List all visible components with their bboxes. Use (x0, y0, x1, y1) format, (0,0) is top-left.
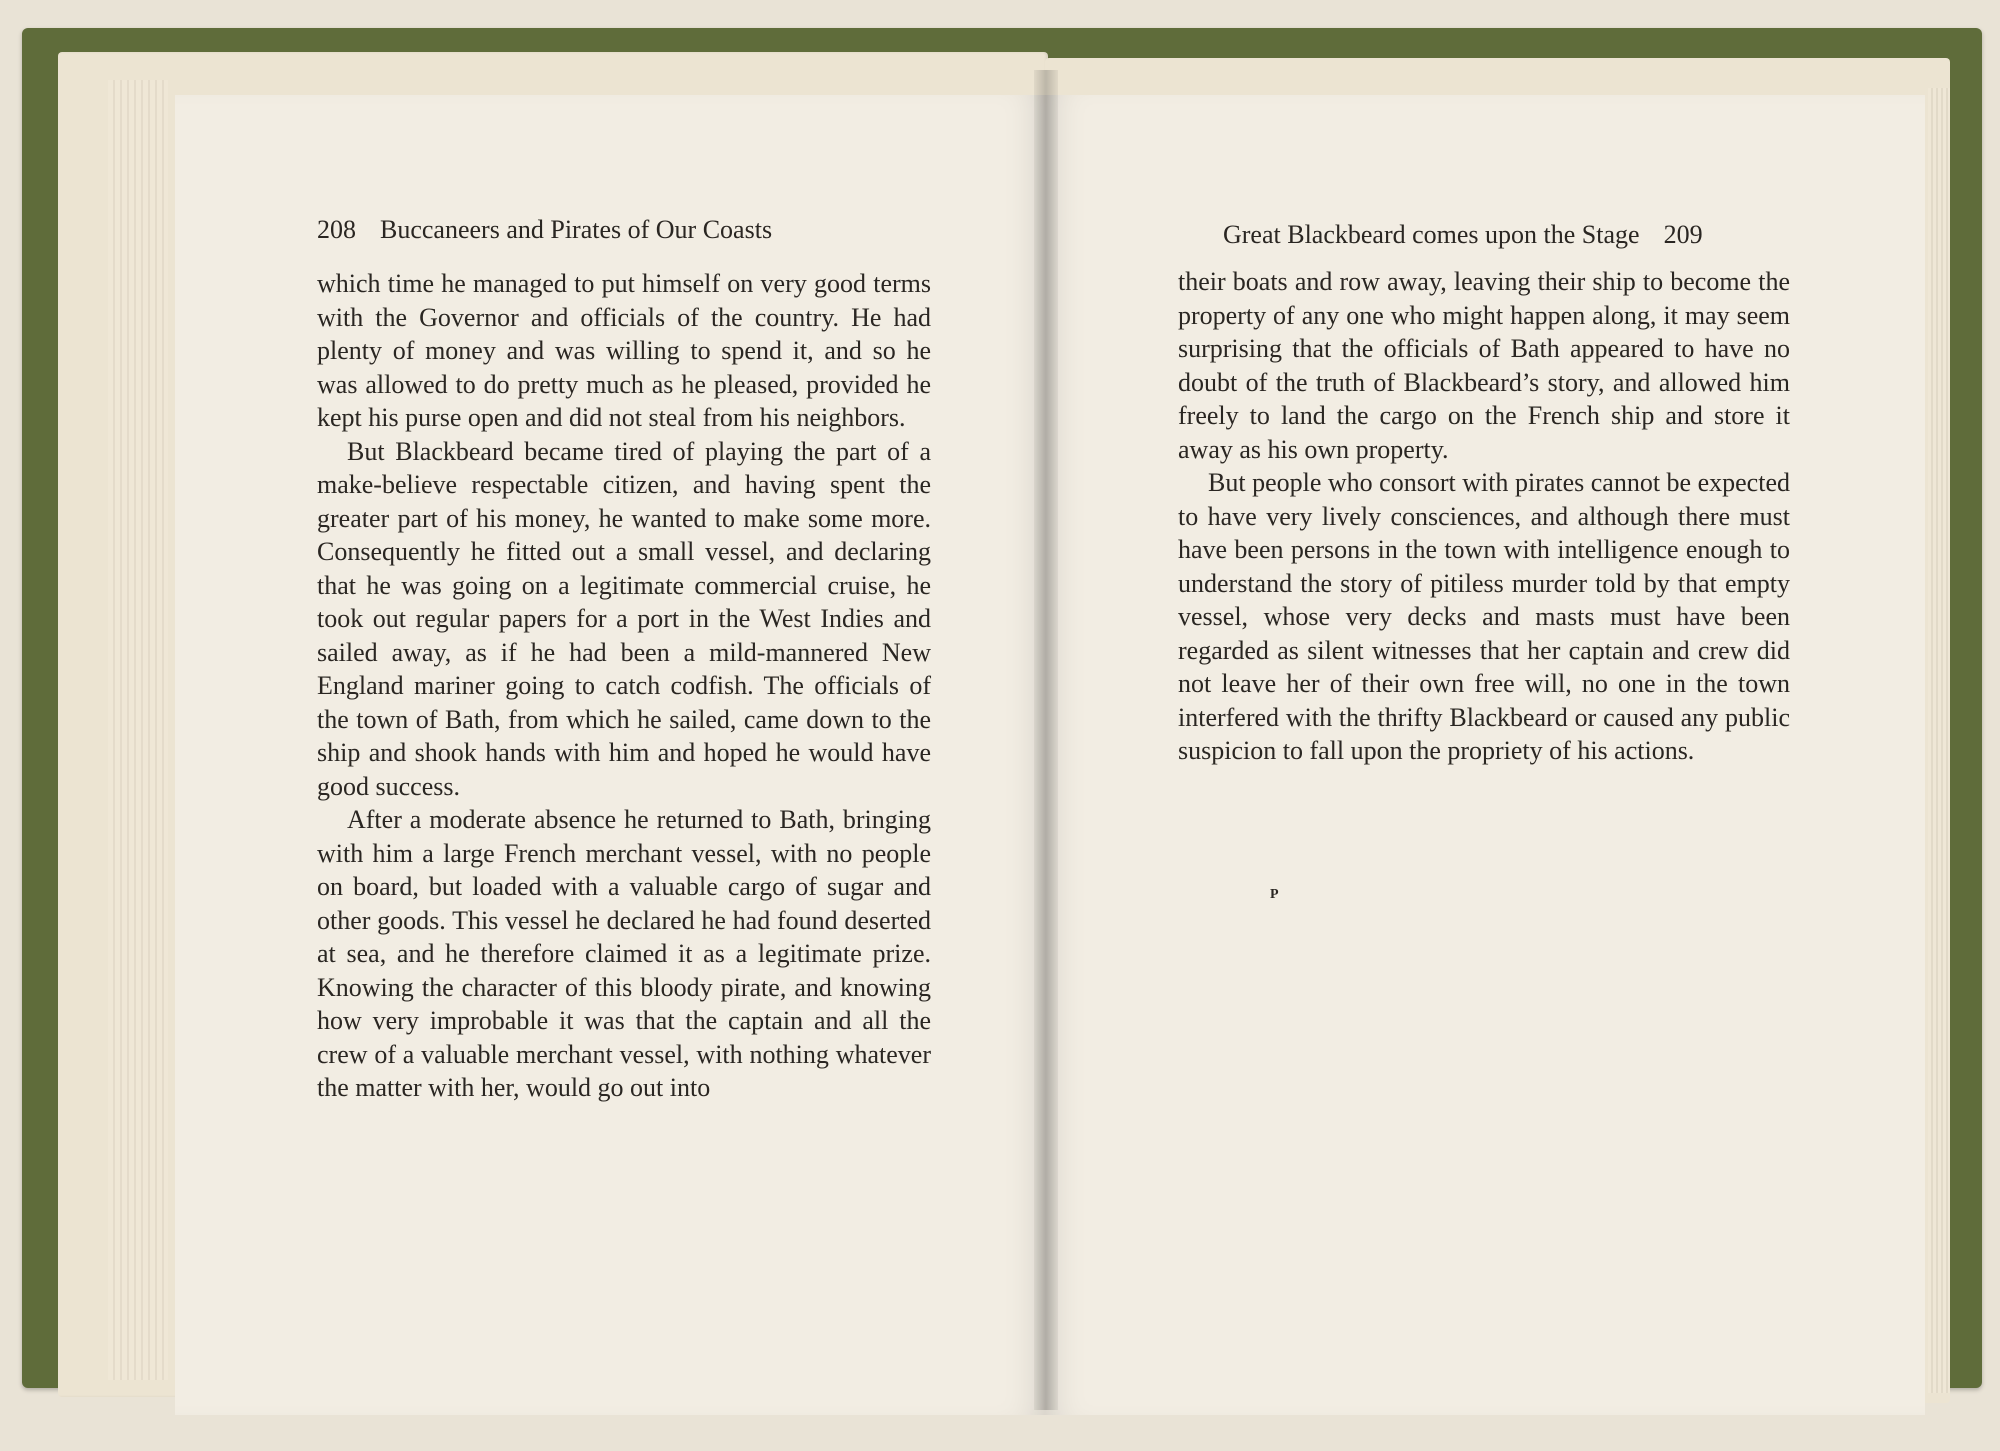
paragraph: their boats and row away, leaving their ship to become the property of any one who might happen along, it may seem surprising that the officials of Bath appeared to have no doubt of the truth of Blackbeard’s story, and allowed him freely to land the cargo on the French ship and store it away as his own property. (1178, 267, 1790, 464)
page-number: 209 (1663, 220, 1703, 249)
right-running-head (1223, 220, 1703, 250)
book-gutter (1034, 70, 1058, 1410)
paragraph: But people who consort with pirates cannot be expected to have very lively consciences, and although there must have been persons in the town with intelligence enough to understand the story of pitiless murder told by that empty vessel, whose very decks and masts must have been regarded as silent witnesses that her captain and crew did not leave her of their own free will, no one in the town interfered with the thrifty Blackbeard or caused any public suspicion to fall upon the propriety of his actions. (1178, 468, 1790, 765)
running-head-title: Buccaneers and Pirates of Our Coasts (380, 215, 773, 244)
right-body-text (1178, 265, 1790, 768)
page-number: 208 (317, 215, 356, 244)
paragraph: But Blackbeard became tired of playing the part of a make-believe respectable citizen, and having spent the greater part of his money, he wanted to make some more. Consequently he fitted out a small vessel, and declaring that he was going on a legitimate commercial cruise, he took out regular papers for a port in the West Indies and sailed away, as if he had been a mild-mannered New England mariner going to catch codfish. The officials of the town of Bath, from which he sailed, came down to the ship and shook hands with him and hoped he would have good success. (317, 436, 931, 801)
left-page (175, 95, 1045, 1415)
paragraph: After a moderate absence he returned to Bath, bringing with him a large French merchant vessel, with no people on board, but loaded with a valuable cargo of sugar and other goods. This vessel he declared he had found deserted at sea, and he therefore claimed it as a legitimate prize. Knowing the character of this bloody pirate, and knowing how very improbable it was that the captain and all the crew of a valuable merchant vessel, with nothing whatever the matter with her, would go out into (317, 805, 931, 1102)
running-head-title: Great Blackbeard comes upon the Stage (1223, 220, 1640, 249)
paragraph: which time he managed to put himself on very good terms with the Governor and officials of the country. He had plenty of money and was willing to spend it, and so he was allowed to do pretty much as he pleased, provided he kept his purse open and did not steal from his neighbors. (317, 269, 931, 432)
left-running-head (317, 215, 772, 245)
signature-mark: P (1270, 887, 1279, 902)
left-body-text (317, 267, 931, 1105)
right-page (1045, 95, 1925, 1415)
